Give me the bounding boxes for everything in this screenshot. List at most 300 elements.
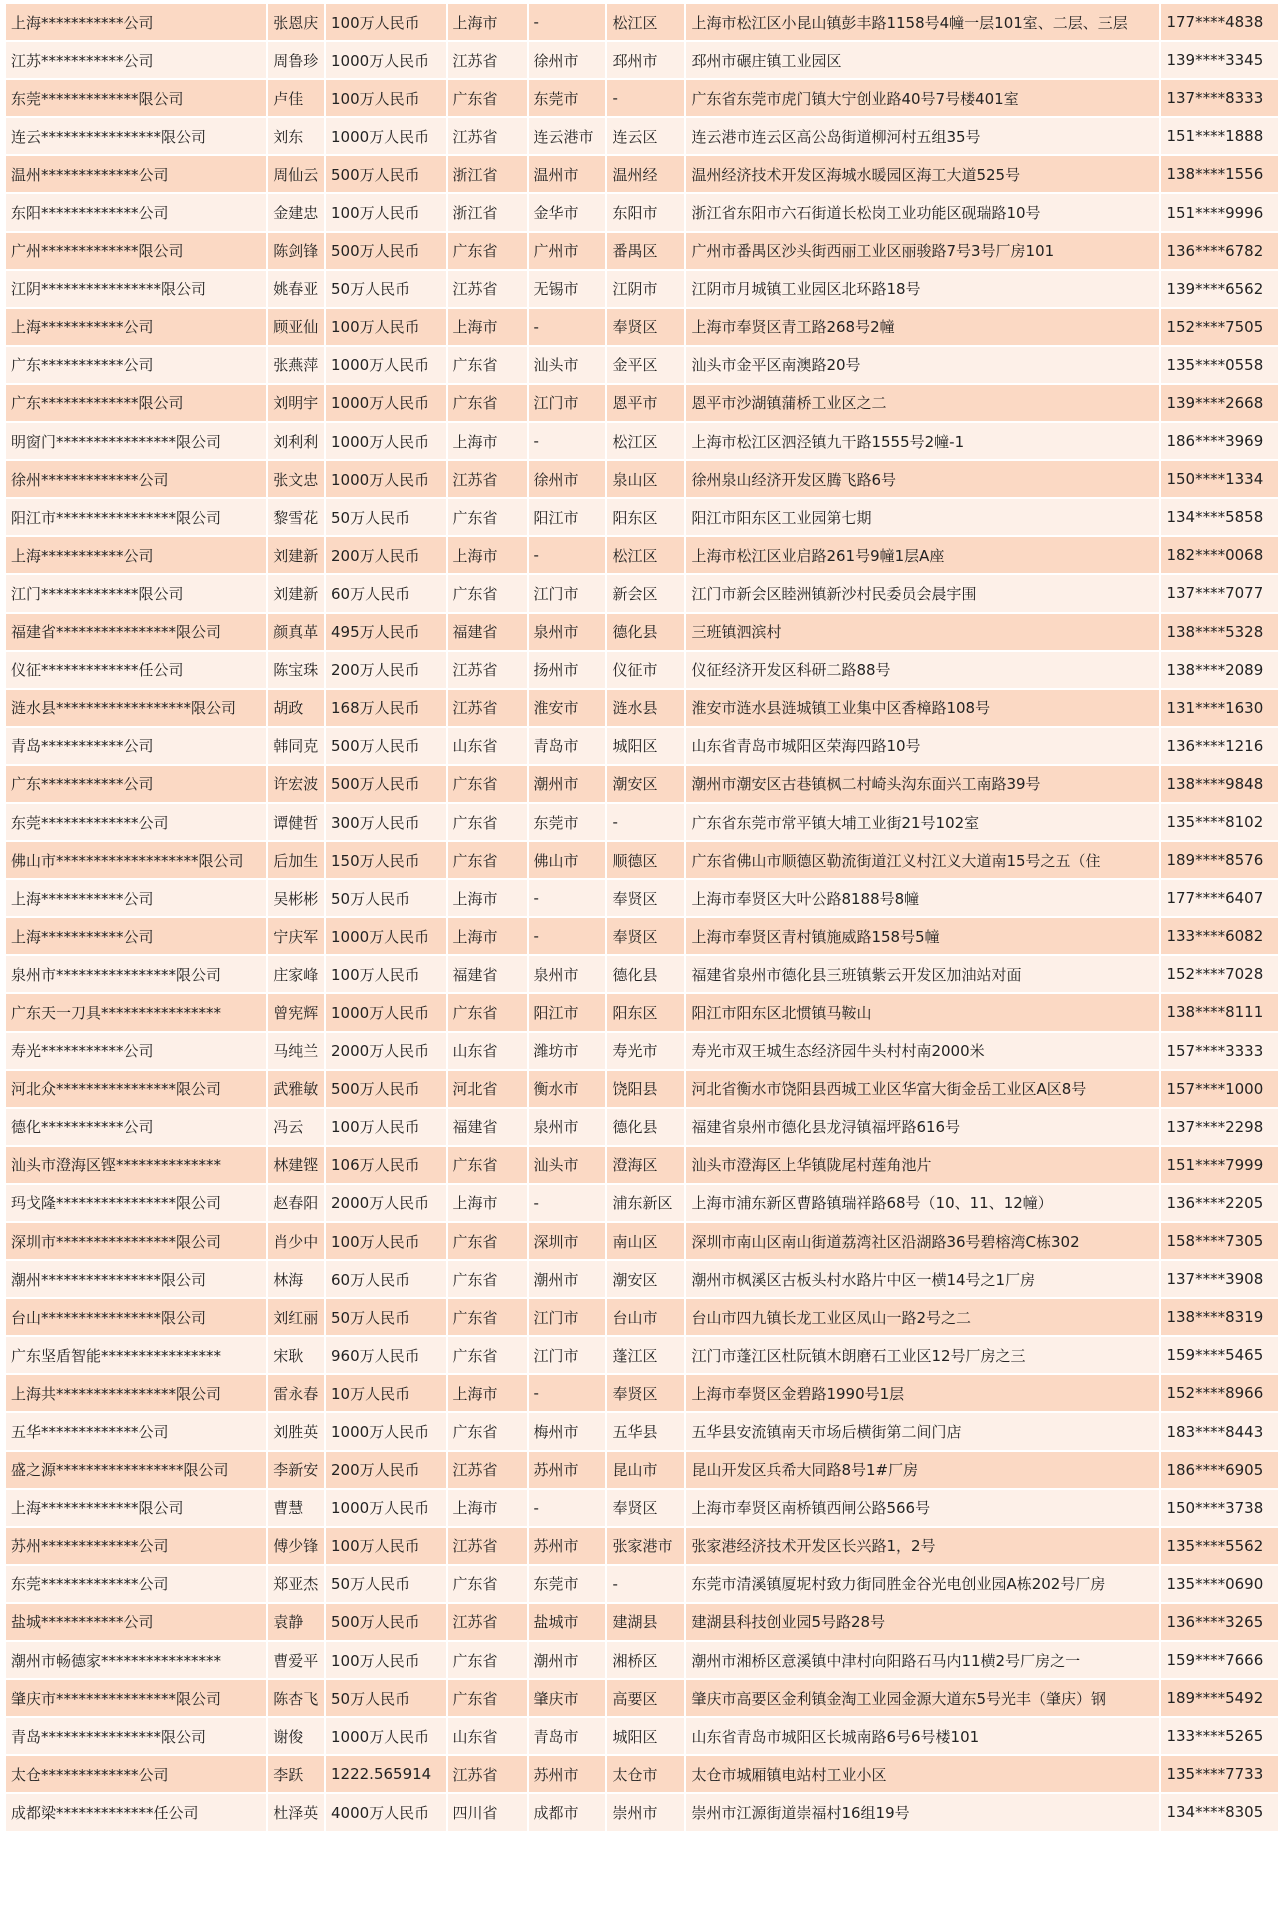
district-cell: 松江区	[607, 537, 684, 573]
province-cell: 广东省	[448, 1147, 527, 1183]
city-cell: -	[529, 1185, 606, 1221]
table-row	[6, 956, 1278, 992]
legal-rep-cell: 刘建新	[268, 575, 324, 611]
address-cell: 上海市奉贤区青工路268号2幢	[686, 309, 1159, 345]
table-row	[6, 652, 1278, 688]
legal-rep-cell: 吴彬彬	[268, 880, 324, 916]
capital-cell: 2000万人民币	[326, 1033, 446, 1069]
capital-cell: 60万人民币	[326, 575, 446, 611]
phone-cell: 138****9848	[1161, 766, 1278, 802]
capital-cell: 50万人民币	[326, 499, 446, 535]
company-name-cell: 上海***********公司	[6, 309, 266, 345]
legal-rep-cell: 陈宝珠	[268, 652, 324, 688]
phone-cell: 135****0558	[1161, 347, 1278, 383]
capital-cell: 200万人民币	[326, 537, 446, 573]
company-name-cell: 成都梁*************任公司	[6, 1794, 266, 1830]
province-cell: 广东省	[448, 1413, 527, 1449]
legal-rep-cell: 刘东	[268, 118, 324, 154]
address-cell: 潮州市潮安区古巷镇枫二村崎头沟东面兴工南路39号	[686, 766, 1159, 802]
capital-cell: 100万人民币	[326, 309, 446, 345]
city-cell: 潮州市	[529, 1261, 606, 1297]
address-cell: 上海市松江区小昆山镇彭丰路1158号4幢一层101室、二层、三层	[686, 4, 1159, 40]
address-cell: 广东省东莞市虎门镇大宁创业路40号7号楼401室	[686, 80, 1159, 116]
address-cell: 阳江市阳东区工业园第七期	[686, 499, 1159, 535]
capital-cell: 1000万人民币	[326, 1718, 446, 1754]
company-name-cell: 江阴****************限公司	[6, 271, 266, 307]
phone-cell: 189****8576	[1161, 842, 1278, 878]
legal-rep-cell: 周鲁珍	[268, 42, 324, 78]
address-cell: 建湖县科技创业园5号路28号	[686, 1604, 1159, 1640]
district-cell: 城阳区	[607, 728, 684, 764]
district-cell: 顺德区	[607, 842, 684, 878]
address-cell: 连云港市连云区高公岛街道柳河村五组35号	[686, 118, 1159, 154]
capital-cell: 500万人民币	[326, 233, 446, 269]
phone-cell: 150****3738	[1161, 1490, 1278, 1526]
capital-cell: 300万人民币	[326, 804, 446, 840]
table-row	[6, 1413, 1278, 1449]
province-cell: 上海市	[448, 423, 527, 459]
district-cell: 江阴市	[607, 271, 684, 307]
city-cell: -	[529, 918, 606, 954]
province-cell: 河北省	[448, 1071, 527, 1107]
district-cell: 阳东区	[607, 994, 684, 1030]
province-cell: 福建省	[448, 956, 527, 992]
city-cell: 江门市	[529, 1337, 606, 1373]
table-row	[6, 690, 1278, 726]
company-name-cell: 东莞*************公司	[6, 1566, 266, 1602]
company-name-cell: 温州*************公司	[6, 156, 266, 192]
address-cell: 寿光市双王城生态经济园牛头村村南2000米	[686, 1033, 1159, 1069]
capital-cell: 60万人民币	[326, 1261, 446, 1297]
capital-cell: 960万人民币	[326, 1337, 446, 1373]
province-cell: 山东省	[448, 728, 527, 764]
capital-cell: 4000万人民币	[326, 1794, 446, 1830]
table-row	[6, 1109, 1278, 1145]
address-cell: 徐州泉山经济开发区腾飞路6号	[686, 461, 1159, 497]
phone-cell: 136****2205	[1161, 1185, 1278, 1221]
legal-rep-cell: 袁静	[268, 1604, 324, 1640]
phone-cell: 137****3908	[1161, 1261, 1278, 1297]
table-row	[6, 1223, 1278, 1259]
province-cell: 江苏省	[448, 118, 527, 154]
table-row	[6, 1261, 1278, 1297]
legal-rep-cell: 武雅敏	[268, 1071, 324, 1107]
district-cell: 张家港市	[607, 1528, 684, 1564]
phone-cell: 159****5465	[1161, 1337, 1278, 1373]
city-cell: 潮州市	[529, 1642, 606, 1678]
legal-rep-cell: 顾亚仙	[268, 309, 324, 345]
table-row	[6, 80, 1278, 116]
company-name-cell: 台山****************限公司	[6, 1299, 266, 1335]
city-cell: 泉州市	[529, 614, 606, 650]
company-name-cell: 河北众****************限公司	[6, 1071, 266, 1107]
capital-cell: 1000万人民币	[326, 118, 446, 154]
phone-cell: 136****6782	[1161, 233, 1278, 269]
address-cell: 浙江省东阳市六石街道长松岗工业功能区砚瑞路10号	[686, 194, 1159, 230]
city-cell: -	[529, 1375, 606, 1411]
city-cell: 江门市	[529, 575, 606, 611]
address-cell: 广州市番禺区沙头街西丽工业区丽骏路7号3号厂房101	[686, 233, 1159, 269]
capital-cell: 500万人民币	[326, 156, 446, 192]
address-cell: 上海市奉贤区青村镇施威路158号5幢	[686, 918, 1159, 954]
capital-cell: 100万人民币	[326, 194, 446, 230]
phone-cell: 138****8319	[1161, 1299, 1278, 1335]
district-cell: 奉贤区	[607, 1375, 684, 1411]
phone-cell: 151****1888	[1161, 118, 1278, 154]
capital-cell: 2000万人民币	[326, 1185, 446, 1221]
company-name-cell: 盐城***********公司	[6, 1604, 266, 1640]
province-cell: 广东省	[448, 1337, 527, 1373]
table-row	[6, 1490, 1278, 1526]
legal-rep-cell: 姚春亚	[268, 271, 324, 307]
address-cell: 江阴市月城镇工业园区北环路18号	[686, 271, 1159, 307]
company-name-cell: 广东***********公司	[6, 766, 266, 802]
table-row	[6, 309, 1278, 345]
table-row	[6, 842, 1278, 878]
province-cell: 浙江省	[448, 156, 527, 192]
table-row	[6, 1604, 1278, 1640]
company-name-cell: 苏州*************公司	[6, 1528, 266, 1564]
company-name-cell: 徐州*************公司	[6, 461, 266, 497]
district-cell: 寿光市	[607, 1033, 684, 1069]
company-name-cell: 福建省****************限公司	[6, 614, 266, 650]
legal-rep-cell: 冯云	[268, 1109, 324, 1145]
phone-cell: 139****3345	[1161, 42, 1278, 78]
table-row	[6, 271, 1278, 307]
capital-cell: 500万人民币	[326, 1604, 446, 1640]
company-name-cell: 五华*************公司	[6, 1413, 266, 1449]
district-cell: 德化县	[607, 956, 684, 992]
legal-rep-cell: 马纯兰	[268, 1033, 324, 1069]
province-cell: 江苏省	[448, 271, 527, 307]
city-cell: 泉州市	[529, 956, 606, 992]
province-cell: 上海市	[448, 4, 527, 40]
company-name-cell: 上海***********公司	[6, 537, 266, 573]
table-row	[6, 42, 1278, 78]
phone-cell: 189****5492	[1161, 1680, 1278, 1716]
city-cell: -	[529, 537, 606, 573]
district-cell: 昆山市	[607, 1452, 684, 1488]
phone-cell: 159****7666	[1161, 1642, 1278, 1678]
table-row	[6, 880, 1278, 916]
phone-cell: 136****1216	[1161, 728, 1278, 764]
address-cell: 恩平市沙湖镇蒲桥工业区之二	[686, 385, 1159, 421]
legal-rep-cell: 张恩庆	[268, 4, 324, 40]
company-table	[4, 2, 1280, 1833]
legal-rep-cell: 陈剑锋	[268, 233, 324, 269]
company-name-cell: 广东坚盾智能****************	[6, 1337, 266, 1373]
legal-rep-cell: 张燕萍	[268, 347, 324, 383]
city-cell: -	[529, 1490, 606, 1526]
province-cell: 福建省	[448, 1109, 527, 1145]
district-cell: 台山市	[607, 1299, 684, 1335]
city-cell: -	[529, 4, 606, 40]
company-name-cell: 东莞*************限公司	[6, 80, 266, 116]
table-row	[6, 4, 1278, 40]
legal-rep-cell: 曹爱平	[268, 1642, 324, 1678]
city-cell: 徐州市	[529, 42, 606, 78]
legal-rep-cell: 陈杏飞	[268, 1680, 324, 1716]
phone-cell: 133****5265	[1161, 1718, 1278, 1754]
province-cell: 广东省	[448, 766, 527, 802]
address-cell: 福建省泉州市德化县龙浔镇福坪路616号	[686, 1109, 1159, 1145]
capital-cell: 1000万人民币	[326, 42, 446, 78]
city-cell: 广州市	[529, 233, 606, 269]
province-cell: 上海市	[448, 537, 527, 573]
capital-cell: 1000万人民币	[326, 918, 446, 954]
province-cell: 广东省	[448, 347, 527, 383]
address-cell: 台山市四九镇长龙工业区凤山一路2号之二	[686, 1299, 1159, 1335]
district-cell: 高要区	[607, 1680, 684, 1716]
district-cell: 温州经	[607, 156, 684, 192]
district-cell: -	[607, 804, 684, 840]
district-cell: 饶阳县	[607, 1071, 684, 1107]
city-cell: 梅州市	[529, 1413, 606, 1449]
company-name-cell: 青岛****************限公司	[6, 1718, 266, 1754]
capital-cell: 100万人民币	[326, 1642, 446, 1678]
phone-cell: 133****6082	[1161, 918, 1278, 954]
company-name-cell: 泉州市****************限公司	[6, 956, 266, 992]
phone-cell: 157****3333	[1161, 1033, 1278, 1069]
company-name-cell: 东阳*************公司	[6, 194, 266, 230]
district-cell: 邳州市	[607, 42, 684, 78]
district-cell: 番禺区	[607, 233, 684, 269]
phone-cell: 135****8102	[1161, 804, 1278, 840]
legal-rep-cell: 胡政	[268, 690, 324, 726]
capital-cell: 50万人民币	[326, 271, 446, 307]
capital-cell: 106万人民币	[326, 1147, 446, 1183]
province-cell: 广东省	[448, 1223, 527, 1259]
city-cell: 金华市	[529, 194, 606, 230]
legal-rep-cell: 颜真革	[268, 614, 324, 650]
legal-rep-cell: 刘利利	[268, 423, 324, 459]
legal-rep-cell: 谢俊	[268, 1718, 324, 1754]
legal-rep-cell: 许宏波	[268, 766, 324, 802]
table-row	[6, 385, 1278, 421]
table-row	[6, 766, 1278, 802]
company-name-cell: 上海***********公司	[6, 918, 266, 954]
legal-rep-cell: 韩同克	[268, 728, 324, 764]
city-cell: 温州市	[529, 156, 606, 192]
address-cell: 上海市松江区泗泾镇九干路1555号2幢-1	[686, 423, 1159, 459]
province-cell: 上海市	[448, 309, 527, 345]
district-cell: 潮安区	[607, 766, 684, 802]
company-name-cell: 广州*************限公司	[6, 233, 266, 269]
address-cell: 汕头市金平区南澳路20号	[686, 347, 1159, 383]
address-cell: 昆山开发区兵希大同路8号1#厂房	[686, 1452, 1159, 1488]
company-name-cell: 肇庆市****************限公司	[6, 1680, 266, 1716]
district-cell: 浦东新区	[607, 1185, 684, 1221]
table-row	[6, 118, 1278, 154]
province-cell: 江苏省	[448, 652, 527, 688]
table-row	[6, 728, 1278, 764]
city-cell: 阳江市	[529, 499, 606, 535]
district-cell: 德化县	[607, 1109, 684, 1145]
phone-cell: 152****7505	[1161, 309, 1278, 345]
company-name-cell: 涟水县******************限公司	[6, 690, 266, 726]
city-cell: 徐州市	[529, 461, 606, 497]
company-name-cell: 江门*************限公司	[6, 575, 266, 611]
phone-cell: 135****0690	[1161, 1566, 1278, 1602]
phone-cell: 186****6905	[1161, 1452, 1278, 1488]
province-cell: 上海市	[448, 1375, 527, 1411]
address-cell: 崇州市江源街道崇福村16组19号	[686, 1794, 1159, 1830]
phone-cell: 138****5328	[1161, 614, 1278, 650]
legal-rep-cell: 张文忠	[268, 461, 324, 497]
province-cell: 江苏省	[448, 1528, 527, 1564]
district-cell: 南山区	[607, 1223, 684, 1259]
city-cell: 汕头市	[529, 347, 606, 383]
province-cell: 广东省	[448, 1299, 527, 1335]
phone-cell: 151****9996	[1161, 194, 1278, 230]
city-cell: 肇庆市	[529, 1680, 606, 1716]
company-name-cell: 上海共****************限公司	[6, 1375, 266, 1411]
table-row	[6, 423, 1278, 459]
table-row	[6, 1642, 1278, 1678]
legal-rep-cell: 黎雪花	[268, 499, 324, 535]
phone-cell: 137****8333	[1161, 80, 1278, 116]
phone-cell: 131****1630	[1161, 690, 1278, 726]
table-row	[6, 1528, 1278, 1564]
province-cell: 上海市	[448, 1490, 527, 1526]
capital-cell: 1000万人民币	[326, 461, 446, 497]
company-name-cell: 盛之源*****************限公司	[6, 1452, 266, 1488]
city-cell: 江门市	[529, 385, 606, 421]
province-cell: 广东省	[448, 1261, 527, 1297]
district-cell: 松江区	[607, 423, 684, 459]
legal-rep-cell: 李新安	[268, 1452, 324, 1488]
district-cell: 奉贤区	[607, 918, 684, 954]
capital-cell: 50万人民币	[326, 1566, 446, 1602]
capital-cell: 1000万人民币	[326, 385, 446, 421]
city-cell: 泉州市	[529, 1109, 606, 1145]
address-cell: 福建省泉州市德化县三班镇紫云开发区加油站对面	[686, 956, 1159, 992]
phone-cell: 139****2668	[1161, 385, 1278, 421]
company-name-cell: 太仓*************公司	[6, 1756, 266, 1792]
city-cell: 苏州市	[529, 1528, 606, 1564]
province-cell: 山东省	[448, 1033, 527, 1069]
city-cell: 潍坊市	[529, 1033, 606, 1069]
table-row	[6, 347, 1278, 383]
province-cell: 广东省	[448, 842, 527, 878]
address-cell: 东莞市清溪镇厦坭村致力街同胜金谷光电创业园A栋202号厂房	[686, 1566, 1159, 1602]
address-cell: 淮安市涟水县涟城镇工业集中区香樟路108号	[686, 690, 1159, 726]
district-cell: 恩平市	[607, 385, 684, 421]
address-cell: 仪征经济开发区科研二路88号	[686, 652, 1159, 688]
company-name-cell: 广东天一刀具****************	[6, 994, 266, 1030]
province-cell: 浙江省	[448, 194, 527, 230]
phone-cell: 137****7077	[1161, 575, 1278, 611]
province-cell: 上海市	[448, 1185, 527, 1221]
address-cell: 河北省衡水市饶阳县西城工业区华富大街金岳工业区A区8号	[686, 1071, 1159, 1107]
table-row	[6, 499, 1278, 535]
city-cell: 连云港市	[529, 118, 606, 154]
city-cell: 无锡市	[529, 271, 606, 307]
company-name-cell: 阳江市****************限公司	[6, 499, 266, 535]
city-cell: 东莞市	[529, 80, 606, 116]
capital-cell: 50万人民币	[326, 1299, 446, 1335]
company-name-cell: 广东***********公司	[6, 347, 266, 383]
phone-cell: 158****7305	[1161, 1223, 1278, 1259]
legal-rep-cell: 林海	[268, 1261, 324, 1297]
phone-cell: 135****7733	[1161, 1756, 1278, 1792]
table-row	[6, 1452, 1278, 1488]
province-cell: 广东省	[448, 80, 527, 116]
address-cell: 张家港经济技术开发区长兴路1，2号	[686, 1528, 1159, 1564]
table-row	[6, 1680, 1278, 1716]
table-row	[6, 1185, 1278, 1221]
address-cell: 温州经济技术开发区海城水暖园区海工大道525号	[686, 156, 1159, 192]
phone-cell: 183****8443	[1161, 1413, 1278, 1449]
district-cell: 五华县	[607, 1413, 684, 1449]
phone-cell: 177****4838	[1161, 4, 1278, 40]
address-cell: 上海市奉贤区金碧路1990号1层	[686, 1375, 1159, 1411]
city-cell: 潮州市	[529, 766, 606, 802]
address-cell: 上海市浦东新区曹路镇瑞祥路68号（10、11、12幢）	[686, 1185, 1159, 1221]
province-cell: 广东省	[448, 994, 527, 1030]
legal-rep-cell: 傅少锋	[268, 1528, 324, 1564]
capital-cell: 100万人民币	[326, 80, 446, 116]
table-row	[6, 537, 1278, 573]
capital-cell: 1000万人民币	[326, 423, 446, 459]
legal-rep-cell: 谭健哲	[268, 804, 324, 840]
city-cell: 汕头市	[529, 1147, 606, 1183]
capital-cell: 150万人民币	[326, 842, 446, 878]
legal-rep-cell: 肖少中	[268, 1223, 324, 1259]
province-cell: 江苏省	[448, 690, 527, 726]
phone-cell: 152****8966	[1161, 1375, 1278, 1411]
phone-cell: 138****8111	[1161, 994, 1278, 1030]
capital-cell: 100万人民币	[326, 1528, 446, 1564]
district-cell: 德化县	[607, 614, 684, 650]
legal-rep-cell: 郑亚杰	[268, 1566, 324, 1602]
phone-cell: 134****8305	[1161, 1794, 1278, 1830]
legal-rep-cell: 林建铿	[268, 1147, 324, 1183]
city-cell: -	[529, 309, 606, 345]
legal-rep-cell: 周仙云	[268, 156, 324, 192]
province-cell: 广东省	[448, 575, 527, 611]
address-cell: 潮州市枫溪区古板头村水路片中区一横14号之1厂房	[686, 1261, 1159, 1297]
phone-cell: 152****7028	[1161, 956, 1278, 992]
address-cell: 山东省青岛市城阳区长城南路6号6号楼101	[686, 1718, 1159, 1754]
city-cell: 成都市	[529, 1794, 606, 1830]
phone-cell: 138****2089	[1161, 652, 1278, 688]
table-row	[6, 1337, 1278, 1373]
district-cell: 湘桥区	[607, 1642, 684, 1678]
district-cell: 奉贤区	[607, 880, 684, 916]
table-row	[6, 461, 1278, 497]
district-cell: 奉贤区	[607, 309, 684, 345]
company-name-cell: 潮州****************限公司	[6, 1261, 266, 1297]
district-cell: 松江区	[607, 4, 684, 40]
capital-cell: 168万人民币	[326, 690, 446, 726]
table-row	[6, 614, 1278, 650]
company-name-cell: 德化***********公司	[6, 1109, 266, 1145]
province-cell: 四川省	[448, 1794, 527, 1830]
table-row	[6, 918, 1278, 954]
table-row	[6, 1299, 1278, 1335]
table-row	[6, 994, 1278, 1030]
legal-rep-cell: 曾宪辉	[268, 994, 324, 1030]
company-name-cell: 连云****************限公司	[6, 118, 266, 154]
phone-cell: 139****6562	[1161, 271, 1278, 307]
legal-rep-cell: 刘胜英	[268, 1413, 324, 1449]
address-cell: 邳州市碾庄镇工业园区	[686, 42, 1159, 78]
capital-cell: 10万人民币	[326, 1375, 446, 1411]
district-cell: 连云区	[607, 118, 684, 154]
city-cell: 东莞市	[529, 804, 606, 840]
city-cell: 扬州市	[529, 652, 606, 688]
